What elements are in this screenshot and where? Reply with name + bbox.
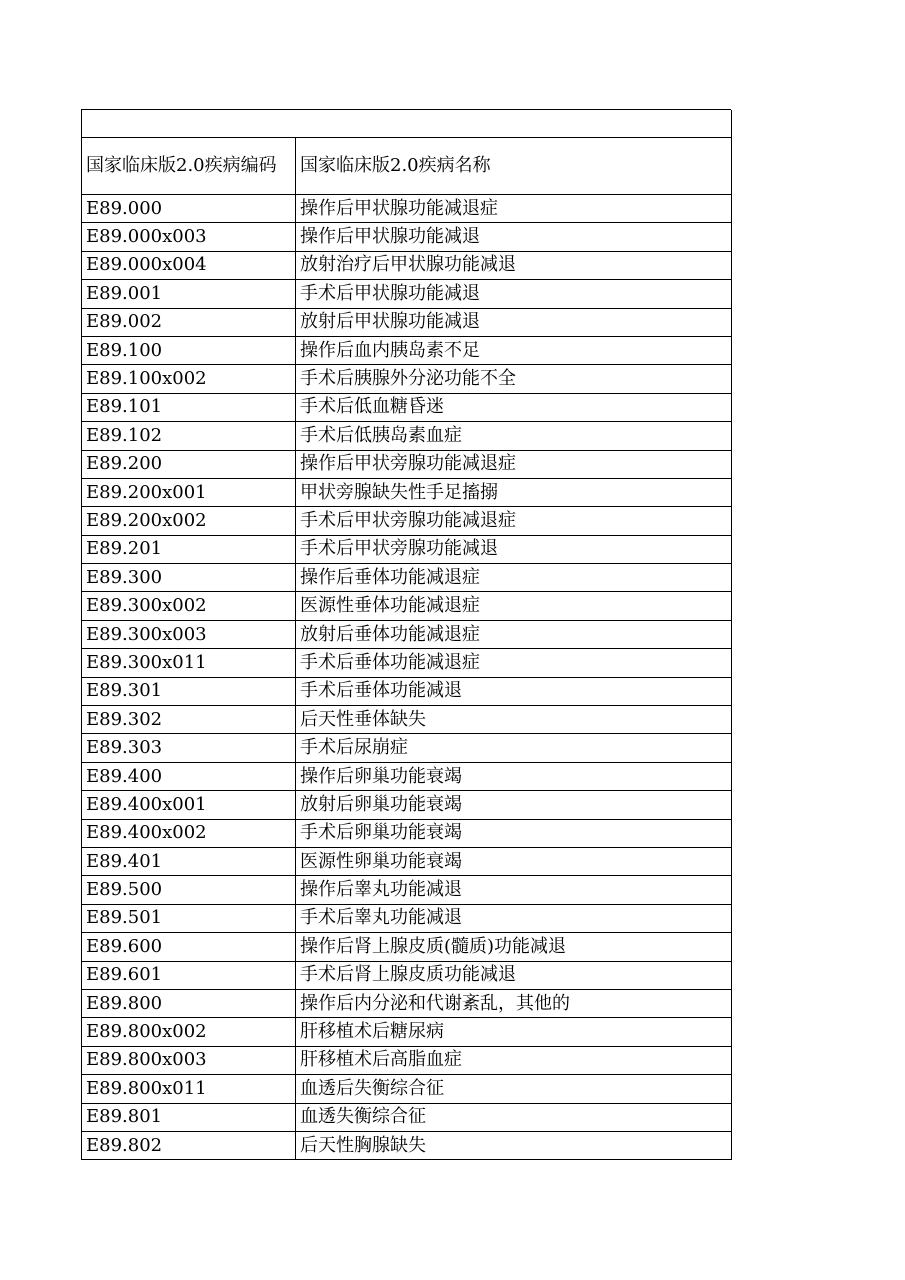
disease-name-cell: 手术后胰腺外分泌功能不全: [296, 365, 732, 393]
disease-name-cell: 后天性垂体缺失: [296, 706, 732, 734]
disease-name-cell: 肝移植术后糖尿病: [296, 1018, 732, 1046]
disease-code-cell: E89.102: [82, 422, 296, 450]
table-row: [82, 620, 732, 648]
disease-code-cell: E89.300x003: [82, 620, 296, 648]
table-row: [82, 592, 732, 620]
disease-name-cell: 手术后肾上腺皮质功能减退: [296, 961, 732, 989]
table-row: [82, 762, 732, 790]
disease-name-cell: 操作后内分泌和代谢紊乱，其他的: [296, 989, 732, 1017]
disease-code-cell: E89.200x002: [82, 507, 296, 535]
table-row: [82, 989, 732, 1017]
disease-code-cell: E89.601: [82, 961, 296, 989]
table-row: [82, 876, 732, 904]
disease-name-cell: 放射后卵巢功能衰竭: [296, 791, 732, 819]
disease-name-cell: 操作后垂体功能减退症: [296, 564, 732, 592]
table-row: [82, 933, 732, 961]
disease-code-cell: E89.303: [82, 734, 296, 762]
disease-name-cell: 甲状旁腺缺失性手足搐搦: [296, 478, 732, 506]
table-row: [82, 1046, 732, 1074]
disease-code-cell: E89.800x003: [82, 1046, 296, 1074]
disease-name-cell: 操作后睾丸功能减退: [296, 876, 732, 904]
disease-code-cell: E89.000x003: [82, 223, 296, 251]
disease-name-cell: 手术后低胰岛素血症: [296, 422, 732, 450]
disease-code-cell: E89.501: [82, 904, 296, 932]
disease-name-cell: 操作后甲状腺功能减退症: [296, 195, 732, 223]
table-row: [82, 649, 732, 677]
disease-name-cell: 血透失衡综合征: [296, 1103, 732, 1131]
disease-name-cell: 放射后甲状腺功能减退: [296, 308, 732, 336]
disease-code-cell: E89.100: [82, 336, 296, 364]
table-row: [82, 1131, 732, 1159]
table-row: [82, 847, 732, 875]
disease-code-cell: E89.301: [82, 677, 296, 705]
table-row: [82, 791, 732, 819]
disease-name-cell: 后天性胸腺缺失: [296, 1131, 732, 1159]
disease-code-cell: E89.302: [82, 706, 296, 734]
table-row: [82, 280, 732, 308]
disease-name-cell: 肝移植术后高脂血症: [296, 1046, 732, 1074]
table-row: [82, 1075, 732, 1103]
table-row: [82, 819, 732, 847]
disease-code-cell: E89.300x011: [82, 649, 296, 677]
disease-code-cell: E89.000x004: [82, 251, 296, 279]
table-row: [82, 961, 732, 989]
table-row: [82, 308, 732, 336]
disease-code-cell: E89.802: [82, 1131, 296, 1159]
disease-name-cell: 操作后血内胰岛素不足: [296, 336, 732, 364]
disease-name-cell: 操作后卵巢功能衰竭: [296, 762, 732, 790]
table-row: [82, 507, 732, 535]
disease-name-cell: 手术后甲状旁腺功能减退症: [296, 507, 732, 535]
disease-name-cell: 手术后垂体功能减退: [296, 677, 732, 705]
disease-code-cell: E89.101: [82, 393, 296, 421]
header-name: 国家临床版2.0疾病名称: [296, 138, 732, 195]
disease-code-table: [81, 110, 732, 1160]
disease-name-cell: 放射治疗后甲状腺功能减退: [296, 251, 732, 279]
disease-code-cell: E89.300: [82, 564, 296, 592]
table-row: [82, 478, 732, 506]
disease-name-cell: 医源性垂体功能减退症: [296, 592, 732, 620]
disease-code-cell: E89.600: [82, 933, 296, 961]
table-row: [82, 450, 732, 478]
blank-cell: [82, 110, 732, 138]
table-row: [82, 734, 732, 762]
table-row: [82, 195, 732, 223]
disease-code-cell: E89.800x011: [82, 1075, 296, 1103]
table-row: [82, 1103, 732, 1131]
table-row: [82, 677, 732, 705]
table-row: [82, 393, 732, 421]
disease-name-cell: 手术后垂体功能减退症: [296, 649, 732, 677]
disease-name-cell: 放射后垂体功能减退症: [296, 620, 732, 648]
disease-code-cell: E89.400: [82, 762, 296, 790]
disease-code-cell: E89.001: [82, 280, 296, 308]
disease-name-cell: 操作后甲状腺功能减退: [296, 223, 732, 251]
spreadsheet-sheet: [81, 109, 731, 1160]
disease-code-cell: E89.200x001: [82, 478, 296, 506]
disease-code-cell: E89.800: [82, 989, 296, 1017]
table-row: [82, 251, 732, 279]
disease-code-cell: E89.801: [82, 1103, 296, 1131]
table-row: [82, 706, 732, 734]
header-row: [82, 138, 732, 195]
disease-name-cell: 血透后失衡综合征: [296, 1075, 732, 1103]
disease-name-cell: 医源性卵巢功能衰竭: [296, 847, 732, 875]
disease-name-cell: 手术后尿崩症: [296, 734, 732, 762]
disease-code-cell: E89.201: [82, 535, 296, 563]
table-row: [82, 904, 732, 932]
disease-code-cell: E89.400x001: [82, 791, 296, 819]
disease-code-cell: E89.300x002: [82, 592, 296, 620]
table-row: [82, 223, 732, 251]
table-row: [82, 422, 732, 450]
disease-code-cell: E89.400x002: [82, 819, 296, 847]
disease-name-cell: 手术后低血糖昏迷: [296, 393, 732, 421]
disease-name-cell: 手术后甲状旁腺功能减退: [296, 535, 732, 563]
disease-code-cell: E89.002: [82, 308, 296, 336]
table-row: [82, 1018, 732, 1046]
table-row: [82, 564, 732, 592]
table-row: [82, 535, 732, 563]
disease-name-cell: 手术后卵巢功能衰竭: [296, 819, 732, 847]
disease-code-cell: E89.401: [82, 847, 296, 875]
disease-name-cell: 操作后甲状旁腺功能减退症: [296, 450, 732, 478]
disease-name-cell: 操作后肾上腺皮质(髓质)功能减退: [296, 933, 732, 961]
table-row: [82, 336, 732, 364]
disease-code-cell: E89.000: [82, 195, 296, 223]
disease-code-cell: E89.100x002: [82, 365, 296, 393]
blank-row: [82, 110, 732, 138]
disease-code-cell: E89.200: [82, 450, 296, 478]
disease-code-cell: E89.500: [82, 876, 296, 904]
header-code: 国家临床版2.0疾病编码: [82, 138, 296, 195]
disease-code-cell: E89.800x002: [82, 1018, 296, 1046]
disease-name-cell: 手术后睾丸功能减退: [296, 904, 732, 932]
table-row: [82, 365, 732, 393]
disease-name-cell: 手术后甲状腺功能减退: [296, 280, 732, 308]
